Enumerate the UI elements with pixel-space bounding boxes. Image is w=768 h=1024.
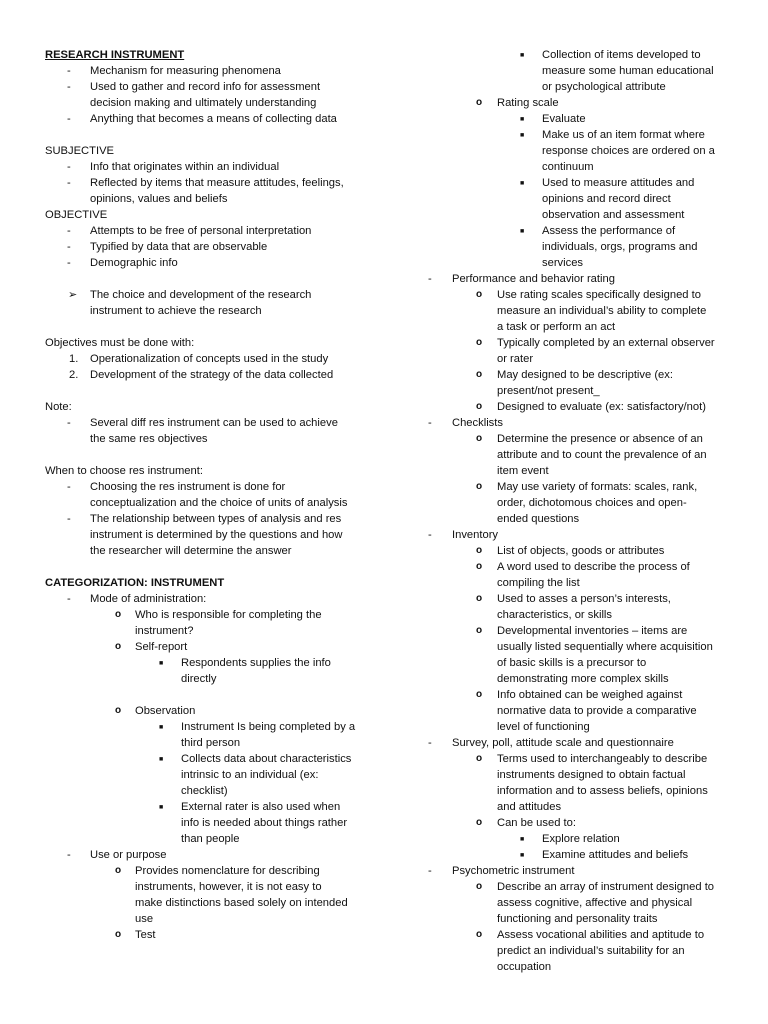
- list-item-continuation: [45, 735, 375, 751]
- list-item: [428, 927, 728, 943]
- list-item-continuation: [45, 879, 375, 895]
- line-text: Inventory: [452, 529, 499, 541]
- line-text: compiling the list: [497, 577, 580, 589]
- right-column: [428, 47, 728, 975]
- blank-line: [45, 319, 375, 335]
- line-text: Collects data about characteristics: [181, 753, 352, 765]
- line-text: conceptualization and the choice of units of analysis: [90, 497, 348, 509]
- line-text: May designed to be descriptive (ex:: [497, 369, 673, 381]
- line-text: Info that originates within an individual: [90, 161, 280, 173]
- list-item: [45, 591, 375, 607]
- line-text: The choice and development of the research: [90, 289, 312, 301]
- square-bullet-icon: ■: [520, 228, 525, 235]
- line-text: intrinsic to an individual (ex:: [181, 769, 319, 781]
- circle-bullet-icon: o: [476, 401, 483, 412]
- list-item-continuation: [45, 831, 375, 847]
- list-item: [45, 607, 375, 623]
- circle-bullet-icon: o: [476, 881, 483, 892]
- line-text: and attitudes: [497, 801, 562, 813]
- line-text: normative data to provide a comparative: [497, 705, 697, 717]
- list-item: [428, 863, 728, 879]
- line-text: Terms used to interchangeably to describe: [497, 753, 708, 765]
- list-item-continuation: [45, 815, 375, 831]
- square-bullet-icon: ■: [520, 852, 525, 859]
- list-item: [428, 815, 728, 831]
- list-item: [45, 415, 375, 431]
- line-text: ended questions: [497, 513, 580, 525]
- line-text: Used to measure attitudes and: [542, 177, 695, 189]
- line-text: SUBJECTIVE: [45, 145, 115, 157]
- line-text: Provides nomenclature for describing: [135, 865, 320, 877]
- list-item-continuation: [428, 671, 728, 687]
- list-item-continuation: [45, 431, 375, 447]
- list-marker: -: [67, 417, 71, 429]
- line-text: Assess the performance of: [542, 225, 676, 237]
- line-text: predict an individual’s suitability for an: [497, 945, 685, 957]
- list-item: [428, 687, 728, 703]
- square-bullet-icon: ■: [159, 756, 164, 763]
- section-heading: [45, 575, 375, 591]
- list-item: [428, 223, 728, 239]
- line-text: checklist): [181, 785, 228, 797]
- list-item-continuation: [428, 63, 728, 79]
- list-item: [45, 847, 375, 863]
- line-text: Mechanism for measuring phenomena: [90, 65, 281, 77]
- line-text: Anything that becomes a means of collecting data: [90, 113, 337, 125]
- line-text: make distinctions based solely on intended: [135, 897, 348, 909]
- list-item: [428, 735, 728, 751]
- square-bullet-icon: ■: [520, 180, 525, 187]
- line-text: List of objects, goods or attributes: [497, 545, 665, 557]
- line-text: Several diff res instrument can be used to achieve: [90, 417, 338, 429]
- list-marker: -: [67, 81, 71, 93]
- list-item: [45, 479, 375, 495]
- line-text: Reflected by items that measure attitudes, feelings,: [90, 177, 344, 189]
- line-text: level of functioning: [497, 721, 590, 733]
- line-text: Observation: [135, 705, 196, 717]
- list-item-continuation: [428, 159, 728, 175]
- line-text: Checklists: [452, 417, 503, 429]
- list-item: [45, 239, 375, 255]
- line-text: individuals, orgs, programs and: [542, 241, 698, 253]
- list-item: [45, 927, 375, 943]
- line-text: use: [135, 913, 154, 925]
- line-text: present/not present_: [497, 385, 600, 397]
- list-item: [428, 175, 728, 191]
- list-item: [428, 831, 728, 847]
- line-text: instrument is determined by the questions and how: [90, 529, 343, 541]
- list-item: [428, 431, 728, 447]
- square-bullet-icon: ■: [159, 660, 164, 667]
- line-text: response choices are ordered on a: [542, 145, 715, 157]
- list-item: [45, 111, 375, 127]
- list-item-continuation: [428, 959, 728, 975]
- list-item-continuation: [428, 351, 728, 367]
- line-text: Info obtained can be weighed against: [497, 689, 683, 701]
- line-text: Psychometric instrument: [452, 865, 575, 877]
- list-marker: -: [428, 273, 432, 285]
- list-marker: -: [428, 529, 432, 541]
- list-item-continuation: [428, 239, 728, 255]
- list-item-continuation: [428, 575, 728, 591]
- list-item-continuation: [428, 911, 728, 927]
- list-marker: -: [67, 481, 71, 493]
- list-marker: -: [67, 177, 71, 189]
- line-text: Development of the strategy of the data collected: [90, 369, 334, 381]
- list-item-continuation: [428, 143, 728, 159]
- list-item: [428, 879, 728, 895]
- square-bullet-icon: ■: [520, 836, 525, 843]
- circle-bullet-icon: o: [476, 753, 483, 764]
- list-item: [45, 175, 375, 191]
- line-text: than people: [181, 833, 240, 845]
- list-item: [428, 591, 728, 607]
- list-item-continuation: [428, 799, 728, 815]
- line-text: measure an individual’s ability to complete: [497, 305, 707, 317]
- line-text: directly: [181, 673, 217, 685]
- list-marker: -: [428, 865, 432, 877]
- line-text: item event: [497, 465, 549, 477]
- line-text: instrument to achieve the research: [90, 305, 262, 317]
- blank-line: [45, 383, 375, 399]
- circle-bullet-icon: o: [476, 369, 483, 380]
- list-item-continuation: [45, 527, 375, 543]
- line-text: Instrument Is being completed by a: [181, 721, 356, 733]
- list-item: [45, 703, 375, 719]
- line-text: services: [542, 257, 584, 269]
- line-text: observation and assessment: [542, 209, 685, 221]
- line-text: Rating scale: [497, 97, 559, 109]
- list-item: [428, 479, 728, 495]
- line-text: Examine attitudes and beliefs: [542, 849, 689, 861]
- list-item: [45, 223, 375, 239]
- line-text: info is needed about things rather: [181, 817, 348, 829]
- list-item-continuation: [428, 655, 728, 671]
- line-text: Demographic info: [90, 257, 178, 269]
- list-item: [45, 159, 375, 175]
- section-heading: [45, 47, 375, 63]
- list-item: [45, 863, 375, 879]
- line-text: Survey, poll, attitude scale and questionnaire: [452, 737, 674, 749]
- line-text: of basic skills is a precursor to: [497, 657, 647, 669]
- line-text: usually listed sequentially where acquisition: [497, 641, 713, 653]
- line-text: Assess vocational abilities and aptitude to: [497, 929, 705, 941]
- list-item-continuation: [428, 447, 728, 463]
- list-item-continuation: [428, 255, 728, 271]
- list-item-continuation: [428, 943, 728, 959]
- line-text: Designed to evaluate (ex: satisfactory/not): [497, 401, 706, 413]
- line-text: order, dichotomous choices and open-: [497, 497, 687, 509]
- list-item-continuation: [428, 191, 728, 207]
- list-item: [428, 95, 728, 111]
- line-text: Evaluate: [542, 113, 586, 125]
- list-marker: ➢: [68, 289, 78, 301]
- text-line: [45, 143, 375, 159]
- line-text: measure some human educational: [542, 65, 714, 77]
- line-text: assess cognitive, affective and physical: [497, 897, 693, 909]
- list-item: [428, 415, 728, 431]
- list-item: [45, 255, 375, 271]
- list-item-continuation: [45, 495, 375, 511]
- line-text: occupation: [497, 961, 552, 973]
- list-item: [428, 271, 728, 287]
- circle-bullet-icon: o: [476, 289, 483, 300]
- line-text: Mode of administration:: [90, 593, 207, 605]
- list-item: [428, 751, 728, 767]
- circle-bullet-icon: o: [476, 561, 483, 572]
- circle-bullet-icon: o: [476, 817, 483, 828]
- circle-bullet-icon: o: [115, 609, 122, 620]
- line-text: Describe an array of instrument designed to: [497, 881, 715, 893]
- list-item-continuation: [45, 543, 375, 559]
- line-text: opinions and record direct: [542, 193, 671, 205]
- square-bullet-icon: ■: [159, 804, 164, 811]
- circle-bullet-icon: o: [476, 593, 483, 604]
- circle-bullet-icon: o: [476, 481, 483, 492]
- circle-bullet-icon: o: [476, 625, 483, 636]
- list-item: [428, 111, 728, 127]
- line-text: instruments, however, it is not easy to: [135, 881, 322, 893]
- line-text: Choosing the res instrument is done for: [90, 481, 286, 493]
- list-item-continuation: [428, 383, 728, 399]
- list-item-continuation: [428, 767, 728, 783]
- list-item-continuation: [45, 95, 375, 111]
- line-text: the same res objectives: [90, 433, 208, 445]
- line-text: third person: [181, 737, 241, 749]
- circle-bullet-icon: o: [115, 641, 122, 652]
- list-item-continuation: [45, 303, 375, 319]
- list-item-continuation: [428, 639, 728, 655]
- square-bullet-icon: ■: [520, 116, 525, 123]
- list-item: [45, 63, 375, 79]
- line-text: Used to gather and record info for assessment: [90, 81, 321, 93]
- circle-bullet-icon: o: [476, 433, 483, 444]
- list-item-continuation: [428, 895, 728, 911]
- text-line: [45, 335, 375, 351]
- list-item: [45, 79, 375, 95]
- line-text: instrument?: [135, 625, 194, 637]
- line-text: Respondents supplies the info: [181, 657, 331, 669]
- line-text: instruments designed to obtain factual: [497, 769, 686, 781]
- list-item: [45, 511, 375, 527]
- list-item-continuation: [428, 719, 728, 735]
- list-item: [428, 623, 728, 639]
- list-item-continuation: [428, 207, 728, 223]
- line-text: Collection of items developed to: [542, 49, 701, 61]
- list-item-continuation: [428, 607, 728, 623]
- line-text: A word used to describe the process of: [497, 561, 690, 573]
- list-marker: -: [67, 593, 71, 605]
- circle-bullet-icon: o: [476, 929, 483, 940]
- circle-bullet-icon: o: [476, 97, 483, 108]
- list-item-continuation: [45, 191, 375, 207]
- list-item: [45, 639, 375, 655]
- list-item: [428, 287, 728, 303]
- square-bullet-icon: ■: [520, 132, 525, 139]
- line-text: May use variety of formats: scales, rank,: [497, 481, 698, 493]
- list-marker: -: [67, 257, 71, 269]
- list-item-continuation: [428, 79, 728, 95]
- blank-line: [45, 447, 375, 463]
- circle-bullet-icon: o: [476, 689, 483, 700]
- list-marker: 1.: [69, 353, 79, 365]
- circle-bullet-icon: o: [115, 705, 122, 716]
- line-text: opinions, values and beliefs: [90, 193, 228, 205]
- text-line: [45, 399, 375, 415]
- list-marker: -: [428, 417, 432, 429]
- list-item-continuation: [45, 767, 375, 783]
- list-item-continuation: [428, 463, 728, 479]
- list-item: [428, 47, 728, 63]
- circle-bullet-icon: o: [476, 337, 483, 348]
- list-item-continuation: [45, 623, 375, 639]
- list-marker: -: [67, 65, 71, 77]
- line-text: Use or purpose: [90, 849, 167, 861]
- line-text: Typified by data that are observable: [90, 241, 268, 253]
- list-item: [45, 655, 375, 671]
- line-text: The relationship between types of analysis and res: [90, 513, 342, 525]
- list-item-continuation: [428, 303, 728, 319]
- list-item: [45, 751, 375, 767]
- list-item: [428, 543, 728, 559]
- line-text: information and to assess beliefs, opinions: [497, 785, 708, 797]
- list-marker: -: [67, 113, 71, 125]
- list-item-continuation: [45, 895, 375, 911]
- list-item: [428, 335, 728, 351]
- list-marker: -: [67, 225, 71, 237]
- line-text: characteristics, or skills: [497, 609, 613, 621]
- line-text: attribute and to count the prevalence of an: [497, 449, 707, 461]
- square-bullet-icon: ■: [520, 52, 525, 59]
- list-item: [45, 351, 375, 367]
- list-item-continuation: [428, 319, 728, 335]
- line-text: Operationalization of concepts used in the study: [90, 353, 329, 365]
- line-text: or psychological attribute: [542, 81, 666, 93]
- list-marker: -: [67, 849, 71, 861]
- line-text: Test: [135, 929, 156, 941]
- list-item: [45, 287, 375, 303]
- text-line: [45, 207, 375, 223]
- list-item: [45, 719, 375, 735]
- line-text: OBJECTIVE: [45, 209, 108, 221]
- list-item-continuation: [45, 783, 375, 799]
- blank-line: [45, 687, 375, 703]
- line-text: Determine the presence or absence of an: [497, 433, 703, 445]
- left-column: [45, 47, 375, 943]
- list-item: [45, 799, 375, 815]
- line-text: RESEARCH INSTRUMENT: [45, 49, 185, 61]
- line-text: the researcher will determine the answer: [90, 545, 292, 557]
- list-item: [428, 559, 728, 575]
- list-item-continuation: [45, 911, 375, 927]
- line-text: Who is responsible for completing the: [135, 609, 322, 621]
- list-item-continuation: [428, 783, 728, 799]
- list-marker: -: [67, 513, 71, 525]
- line-text: a task or perform an act: [497, 321, 616, 333]
- line-text: CATEGORIZATION: INSTRUMENT: [45, 577, 225, 589]
- list-item-continuation: [428, 703, 728, 719]
- blank-line: [45, 271, 375, 287]
- square-bullet-icon: ■: [159, 724, 164, 731]
- line-text: demonstrating more complex skills: [497, 673, 669, 685]
- line-text: or rater: [497, 353, 534, 365]
- list-item-continuation: [45, 671, 375, 687]
- list-item: [428, 399, 728, 415]
- list-marker: -: [428, 737, 432, 749]
- list-item: [428, 527, 728, 543]
- line-text: Typically completed by an external observer: [497, 337, 715, 349]
- line-text: Attempts to be free of personal interpretation: [90, 225, 312, 237]
- list-marker: -: [67, 241, 71, 253]
- line-text: functioning and personality traits: [497, 913, 658, 925]
- list-marker: -: [67, 161, 71, 173]
- line-text: When to choose res instrument:: [45, 465, 203, 477]
- circle-bullet-icon: o: [115, 865, 122, 876]
- line-text: Performance and behavior rating: [452, 273, 615, 285]
- line-text: Make us of an item format where: [542, 129, 705, 141]
- text-line: [45, 463, 375, 479]
- circle-bullet-icon: o: [476, 545, 483, 556]
- line-text: Used to asses a person’s interests,: [497, 593, 671, 605]
- line-text: Use rating scales specifically designed to: [497, 289, 701, 301]
- line-text: Can be used to:: [497, 817, 576, 829]
- line-text: continuum: [542, 161, 594, 173]
- line-text: Self-report: [135, 641, 188, 653]
- list-item: [45, 367, 375, 383]
- list-item-continuation: [428, 495, 728, 511]
- list-item: [428, 367, 728, 383]
- circle-bullet-icon: o: [115, 929, 122, 940]
- blank-line: [45, 559, 375, 575]
- line-text: Developmental inventories – items are: [497, 625, 688, 637]
- line-text: Note:: [45, 401, 72, 413]
- list-item: [428, 127, 728, 143]
- blank-line: [45, 127, 375, 143]
- line-text: decision making and ultimately understanding: [90, 97, 317, 109]
- line-text: External rater is also used when: [181, 801, 341, 813]
- line-text: Explore relation: [542, 833, 620, 845]
- line-text: Objectives must be done with:: [45, 337, 195, 349]
- list-marker: 2.: [69, 369, 79, 381]
- list-item-continuation: [428, 511, 728, 527]
- list-item: [428, 847, 728, 863]
